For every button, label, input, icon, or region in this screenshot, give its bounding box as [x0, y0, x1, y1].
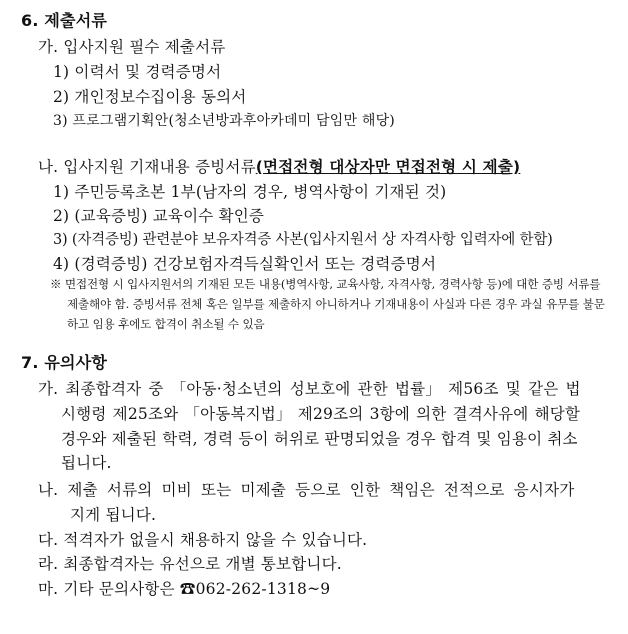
- list-item: 1) 이력서 및 경력증명서: [53, 63, 222, 81]
- list-item: 1) 주민등록초본 1부(남자의 경우, 병역사항이 기재된 것): [53, 183, 447, 201]
- list-item: 2) (교육증빙) 교육이수 확인증: [53, 207, 265, 225]
- section-7-na-line: 지게 됩니다.: [70, 506, 157, 524]
- note-line: 제출해야 함. 증빙서류 전체 혹은 일부를 제출하지 아니하거나 기재내용이 사실과 다른 경우 과실 유무를 불문: [67, 297, 605, 311]
- section-6-na-title-emphasis: (면접전형 대상자만 면접전형 시 제출): [255, 158, 521, 176]
- section-7-ga-line: 경우와 제출된 학력, 경력 등이 허위로 판명되었을 경우 합격 및 임용이 취소: [61, 430, 578, 448]
- section-7-na-line: 나. 제출 서류의 미비 또는 미제출 등으로 인한 책임은 전적으로 응시자가: [38, 481, 575, 499]
- section-6-na-title: [38, 157, 520, 177]
- section-7-ra: 라. 최종합격자는 유선으로 개별 통보합니다.: [38, 555, 342, 573]
- section-6-ga-title: 가. 입사지원 필수 제출서류: [38, 38, 226, 56]
- list-item: 3) (자격증빙) 관련분야 보유자격증 사본(입사지원서 상 자격사항 입력자에 한함): [53, 232, 553, 248]
- list-item: 3) 프로그램기획안(청소년방과후아카데미 담임만 해당): [53, 113, 395, 129]
- section-7-ga-line: 시행령 제25조와 「아동복지법」 제29조의 3항에 의한 결격사유에 해당할: [61, 405, 581, 423]
- section-7-da: 다. 적격자가 없을시 채용하지 않을 수 있습니다.: [38, 531, 368, 549]
- section-7-ma: 마. 기타 문의사항은 ☎062-262-1318~9: [38, 580, 331, 598]
- section-7-title: 7. 유의사항: [21, 353, 108, 372]
- section-7-ga-line: 가. 최종합격자 중 「아동·청소년의 성보호에 관한 법률」 제56조 및 같은 법: [38, 380, 581, 398]
- note-line: ※ 면접전형 시 입사지원서의 기재된 모든 내용(병역사항, 교육사항, 자격사항, 경력사항 등)에 대한 증빙 서류를: [50, 277, 601, 291]
- section-7-ga-line: 됩니다.: [61, 454, 112, 472]
- list-item: 2) 개인정보수집이용 동의서: [53, 88, 247, 106]
- note-line: 하고 임용 후에도 합격이 취소될 수 있음: [67, 317, 265, 331]
- section-6-na-title-prefix: 나. 입사지원 기재내용 증빙서류: [38, 158, 256, 176]
- section-6-title: 6. 제출서류: [21, 11, 108, 30]
- list-item: 4) (경력증빙) 건강보험자격득실확인서 또는 경력증명서: [53, 255, 437, 273]
